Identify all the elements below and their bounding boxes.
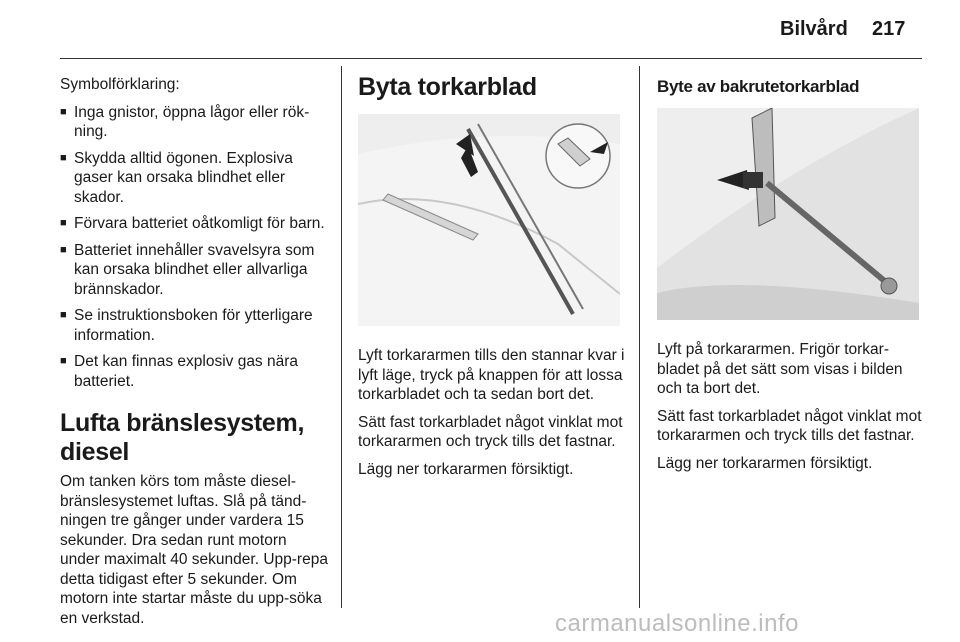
wiper-paragraph-1: Lyft torkararmen tills den stannar kvar i lyft läge, tryck på knappen för att lossa torkarbladet och ta sedan bort det. bbox=[358, 347, 625, 403]
wiper-paragraph-3: Lägg ner torkararmen försiktigt. bbox=[358, 460, 574, 478]
watermark: carmanualsonline.info bbox=[555, 610, 799, 637]
column-divider-1 bbox=[341, 66, 342, 608]
column-3 bbox=[657, 75, 922, 481]
rear-wiper-paragraph-2: Sätt fast torkarbladet något vinklat mot torkararmen och tryck tills det fastnar. bbox=[657, 407, 922, 444]
page-header-title: Bilvård bbox=[780, 18, 848, 40]
windshield-wiper-illustration bbox=[358, 114, 620, 326]
column-1 bbox=[60, 75, 330, 636]
fuel-bleed-body: Om tanken körs tom måste diesel-bränslesystemet luftas. Slå på tänd-ningen tre gånger under vardera 15 sekunder. Dra sedan runt motorn under maximalt 40 sekunder. Upp-repa detta tidigast efter 5 sekunder. Om motorn inte startar måste du upp-söka en verkstad. bbox=[60, 473, 328, 627]
section-heading-fuel-bleed: Lufta bränslesystem, diesel bbox=[60, 409, 305, 466]
list-item: ■ Se instruktionsboken för ytterligare information. bbox=[60, 306, 330, 345]
page-number: 217 bbox=[872, 18, 906, 40]
section-heading-rear-wiper: Byte av bakrutetorkarblad bbox=[657, 77, 860, 96]
rear-wiper-illustration bbox=[657, 108, 919, 320]
list-item: ■ Skydda alltid ögonen. Explosiva gaser kan orsaka blindhet eller skador. bbox=[60, 149, 330, 208]
rear-wiper-paragraph-3: Lägg ner torkararmen försiktigt. bbox=[657, 454, 873, 472]
symbol-legend-intro: Symbolförklaring: bbox=[60, 76, 180, 93]
rear-wiper-paragraph-1: Lyft på torkararmen. Frigör torkar-bladet på det sätt som visas i bilden och ta bort det. bbox=[657, 341, 903, 397]
wiper-paragraph-2: Sätt fast torkarbladet något vinklat mot torkararmen och tryck tills det fastnar. bbox=[358, 413, 623, 450]
section-heading-wiper-blade: Byta torkarblad bbox=[358, 73, 537, 101]
header-rule bbox=[60, 58, 922, 59]
symbol-legend-list bbox=[60, 103, 330, 392]
list-item: ■ Förvara batteriet oåtkomligt för barn. bbox=[60, 214, 330, 234]
list-item: ■ Det kan finnas explosiv gas nära batteriet. bbox=[60, 352, 330, 391]
list-item: ■ Batteriet innehåller svavelsyra som kan orsaka blindhet eller allvarliga brännskador. bbox=[60, 241, 330, 300]
column-2 bbox=[358, 75, 626, 487]
list-item: ■ Inga gnistor, öppna lågor eller rök-ning. bbox=[60, 103, 330, 142]
column-divider-2 bbox=[639, 66, 640, 608]
